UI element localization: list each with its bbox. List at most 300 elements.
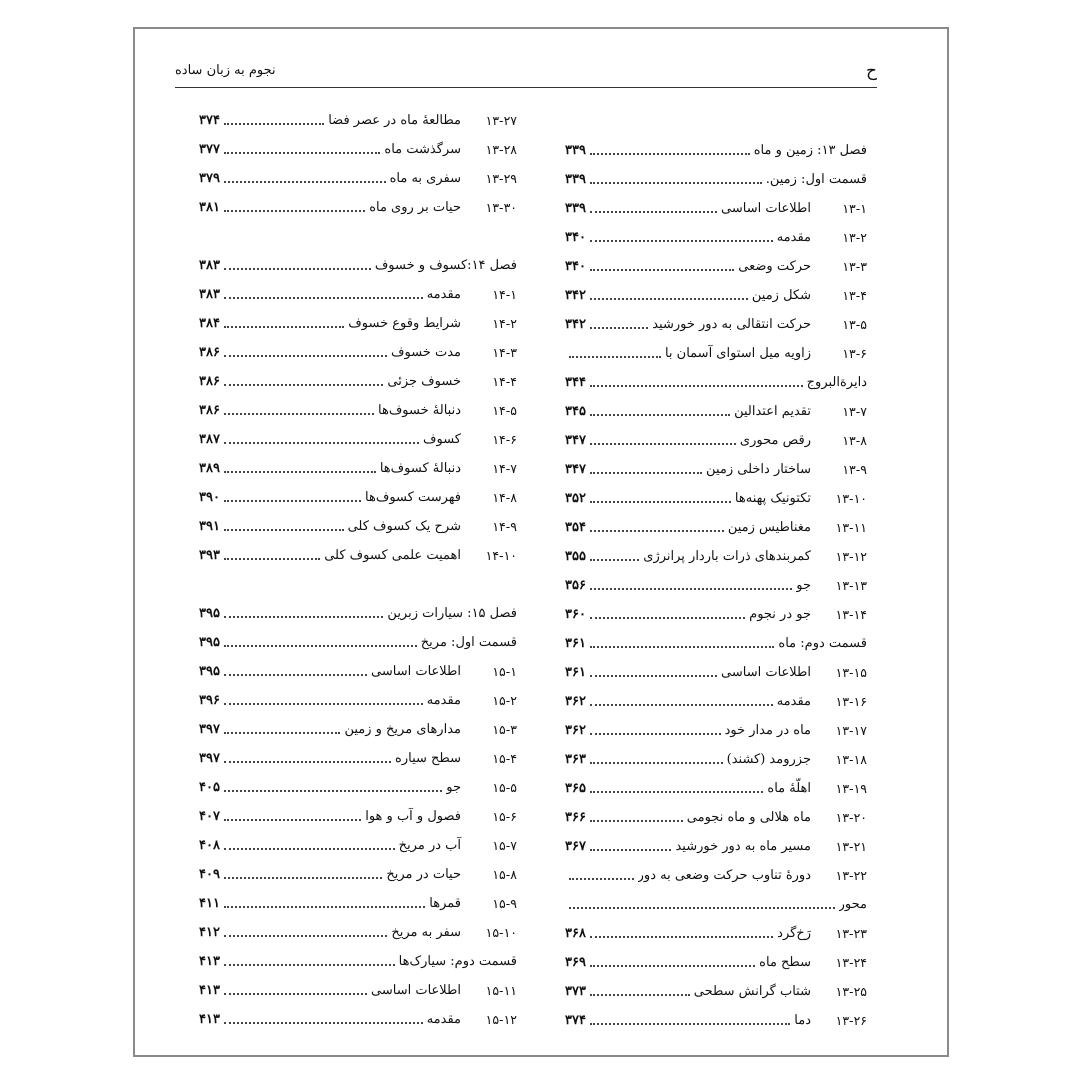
section-number: ۱۵-۶ bbox=[492, 809, 517, 824]
section-number: ۱۵-۵ bbox=[492, 780, 517, 795]
entry-title: مقدمه bbox=[776, 694, 811, 709]
entry-title: ماه هلالی و ماه نجومی bbox=[686, 810, 811, 825]
page-number: ۴۰۸ bbox=[199, 838, 220, 853]
page-number: ۳۴۷ bbox=[565, 462, 586, 477]
running-title: نجوم به زبان ساده bbox=[175, 63, 276, 78]
page-number: ۳۴۷ bbox=[565, 433, 586, 448]
section-number: ۱۳-۹ bbox=[842, 462, 867, 477]
page-number: ۳۹۵ bbox=[199, 635, 220, 650]
entry-title: جو در نجوم bbox=[749, 607, 811, 622]
page-number: ۳۴۰ bbox=[565, 259, 586, 274]
entry-title: مسیر ماه به دور خورشید bbox=[675, 839, 811, 854]
section-number: ۱۴-۳ bbox=[492, 345, 517, 360]
entry-title: رقص محوری bbox=[739, 433, 811, 448]
entry-title: حرکت وضعی bbox=[738, 259, 811, 274]
entry-title: خسوف جزئی bbox=[387, 374, 461, 389]
page-number: ۳۶۲ bbox=[565, 694, 586, 709]
toc-entry bbox=[565, 513, 867, 542]
toc-entry bbox=[199, 860, 517, 889]
toc-entry bbox=[565, 832, 867, 861]
section-heading: قسمت دوم: ماه bbox=[778, 636, 867, 651]
toc-entry bbox=[565, 600, 867, 629]
entry-title: شرح یک کسوف کلی bbox=[347, 519, 461, 534]
page-number: ۳۴۵ bbox=[565, 404, 586, 419]
page-number: ۳۴۲ bbox=[565, 288, 586, 303]
leader-dots bbox=[590, 820, 683, 822]
section-number: ۱۳-۵ bbox=[842, 317, 867, 332]
entry-title: مدارهای مریخ و زمین bbox=[344, 722, 461, 737]
section-heading: فصل ۱۴:کسوف و خسوف bbox=[374, 258, 517, 273]
entry-title: اطلاعات اساسی bbox=[721, 201, 811, 216]
page-number: ۳۹۷ bbox=[199, 722, 220, 737]
entry-title: جو bbox=[796, 578, 811, 593]
leader-dots bbox=[224, 732, 340, 734]
entry-title: ساختار داخلی زمین bbox=[706, 462, 811, 477]
toc-entry bbox=[565, 165, 867, 194]
page-number: ۳۶۵ bbox=[565, 781, 586, 796]
section-number: ۱۳-۲ bbox=[842, 230, 867, 245]
section-number: ۱۳-۳۰ bbox=[485, 200, 517, 215]
toc-entry bbox=[199, 802, 517, 831]
toc-entry bbox=[199, 657, 517, 686]
leader-dots bbox=[224, 529, 344, 531]
section-number: ۱۵-۱ bbox=[492, 664, 517, 679]
toc-entry bbox=[199, 425, 517, 454]
page-number: ۳۸۶ bbox=[199, 374, 220, 389]
leader-dots bbox=[590, 414, 730, 416]
leader-dots bbox=[224, 848, 395, 850]
entry-title: حیات در مریخ bbox=[386, 867, 461, 882]
leader-dots bbox=[224, 558, 320, 560]
section-number: ۱۵-۳ bbox=[492, 722, 517, 737]
toc-entry bbox=[199, 947, 517, 976]
toc-entry bbox=[199, 715, 517, 744]
section-number: ۱۳-۲۴ bbox=[835, 955, 867, 970]
section-number: ۱۵-۷ bbox=[492, 838, 517, 853]
page-number: ۴۰۹ bbox=[199, 867, 220, 882]
leader-dots bbox=[569, 356, 661, 358]
page-number: ۳۹۳ bbox=[199, 548, 220, 563]
leader-dots bbox=[224, 616, 383, 618]
page-number: ۳۸۹ bbox=[199, 461, 220, 476]
entry-title: سفر به مریخ bbox=[391, 925, 461, 940]
leader-dots bbox=[224, 355, 387, 357]
section-heading: فصل ۱۳: زمین و ماه bbox=[753, 143, 867, 158]
leader-dots bbox=[590, 182, 762, 184]
entry-title: حرکت انتقالی به دور خورشید bbox=[652, 317, 811, 332]
entry-title: سطح سیاره bbox=[395, 751, 461, 766]
leader-dots bbox=[224, 790, 442, 792]
page-number: ۴۱۲ bbox=[199, 925, 220, 940]
entry-title: آب در مریخ bbox=[398, 838, 461, 853]
book-page bbox=[133, 27, 949, 1057]
section-number: ۱۴-۸ bbox=[492, 490, 517, 505]
page-header bbox=[175, 59, 877, 88]
leader-dots bbox=[224, 819, 361, 821]
toc-entry bbox=[565, 687, 867, 716]
toc-entry bbox=[199, 483, 517, 512]
toc-entry bbox=[199, 744, 517, 773]
leader-dots bbox=[224, 877, 382, 879]
toc-entry bbox=[199, 106, 517, 135]
entry-title: مطالعهٔ ماه در عصر فضا bbox=[328, 113, 461, 128]
toc-entry bbox=[565, 310, 867, 339]
toc-entry bbox=[565, 861, 867, 890]
section-number: ۱۳-۱۰ bbox=[835, 491, 867, 506]
entry-title: تکتونیک پهنه‌ها bbox=[734, 491, 811, 506]
toc-entry bbox=[565, 774, 867, 803]
entry-title: مقدمه bbox=[426, 1012, 461, 1027]
section-number: ۱۳-۱ bbox=[842, 201, 867, 216]
page-number: ۳۸۷ bbox=[199, 432, 220, 447]
entry-title: مغناطیس زمین bbox=[727, 520, 811, 535]
leader-dots bbox=[590, 530, 724, 532]
section-number: ۱۳-۱۱ bbox=[835, 520, 867, 535]
entry-title: سطح ماه bbox=[759, 955, 811, 970]
leader-dots bbox=[224, 906, 425, 908]
page-number: ۳۷۴ bbox=[565, 1013, 586, 1028]
leader-dots bbox=[224, 500, 361, 502]
entry-title: مقدمه bbox=[426, 287, 461, 302]
toc-entry bbox=[199, 280, 517, 309]
page-number: ۳۹۰ bbox=[199, 490, 220, 505]
leader-dots bbox=[224, 384, 383, 386]
entry-title: رَخ‌گرد bbox=[777, 926, 811, 941]
toc-entry bbox=[565, 919, 867, 948]
section-heading: قسمت اول: زمین. bbox=[765, 172, 867, 187]
leader-dots bbox=[590, 588, 792, 590]
section-number: ۱۳-۲۹ bbox=[485, 171, 517, 186]
leader-dots bbox=[590, 791, 763, 793]
entry-title: حیات بر روی ماه bbox=[369, 200, 461, 215]
leader-dots bbox=[590, 443, 736, 445]
toc-entry bbox=[199, 164, 517, 193]
section-number: ۱۳-۳ bbox=[842, 259, 867, 274]
page-number: ۳۸۱ bbox=[199, 200, 220, 215]
leader-dots bbox=[224, 964, 395, 966]
leader-dots bbox=[224, 413, 374, 415]
page-number: ۳۹۶ bbox=[199, 693, 220, 708]
entry-title: اهمیت علمی کسوف کلی bbox=[324, 548, 461, 563]
entry-title: اطلاعات اساسی bbox=[721, 665, 811, 680]
spacer bbox=[199, 570, 517, 599]
leader-dots bbox=[224, 471, 376, 473]
toc-entry bbox=[565, 745, 867, 774]
leader-dots bbox=[590, 704, 773, 706]
leader-dots bbox=[224, 268, 371, 270]
leader-dots bbox=[224, 123, 324, 125]
leader-dots bbox=[590, 559, 639, 561]
toc-entry bbox=[199, 367, 517, 396]
page-number: ۳۶۶ bbox=[565, 810, 586, 825]
entry-title: تقدیم اعتدالین bbox=[734, 404, 811, 419]
toc-entry bbox=[199, 251, 517, 280]
section-number: ۱۳-۱۶ bbox=[835, 694, 867, 709]
toc-entry bbox=[199, 454, 517, 483]
page-number: ۳۵۲ bbox=[565, 491, 586, 506]
section-number: ۱۵-۹ bbox=[492, 896, 517, 911]
page-number: ۴۰۵ bbox=[199, 780, 220, 795]
page-number: ۳۶۱ bbox=[565, 636, 586, 651]
section-number: ۱۳-۱۴ bbox=[835, 607, 867, 622]
leader-dots bbox=[590, 472, 702, 474]
toc-entry bbox=[565, 252, 867, 281]
leader-dots bbox=[590, 269, 734, 271]
leader-dots bbox=[224, 993, 367, 995]
toc-entry bbox=[565, 223, 867, 252]
leader-dots bbox=[590, 994, 690, 996]
toc-entry bbox=[565, 339, 867, 368]
page-number: ۳۶۳ bbox=[565, 752, 586, 767]
page-number: ۳۸۴ bbox=[199, 316, 220, 331]
toc-entry bbox=[199, 773, 517, 802]
section-number: ۱۳-۱۵ bbox=[835, 665, 867, 680]
section-number: ۱۵-۴ bbox=[492, 751, 517, 766]
page-number: ۳۴۲ bbox=[565, 317, 586, 332]
section-heading: محور bbox=[838, 897, 867, 912]
page-number: ۴۱۳ bbox=[199, 1012, 220, 1027]
entry-title: جزرومد (کشند) bbox=[726, 752, 811, 767]
section-heading: قسمت اول: مریخ bbox=[420, 635, 517, 650]
leader-dots bbox=[224, 703, 423, 705]
leader-dots bbox=[590, 153, 750, 155]
leader-dots bbox=[224, 674, 367, 676]
entry-title: سرگذشت ماه bbox=[384, 142, 461, 157]
page-number: ۳۶۸ bbox=[565, 926, 586, 941]
section-number: ۱۳-۶ bbox=[842, 346, 867, 361]
entry-title: فصول و آب و هوا bbox=[365, 809, 461, 824]
leader-dots bbox=[590, 298, 748, 300]
leader-dots bbox=[590, 646, 774, 648]
page-number: ۳۳۹ bbox=[565, 172, 586, 187]
section-number: ۱۵-۲ bbox=[492, 693, 517, 708]
leader-dots bbox=[224, 326, 344, 328]
entry-title: دما bbox=[794, 1013, 811, 1028]
entry-title: مقدمه bbox=[776, 230, 811, 245]
section-number: ۱۴-۶ bbox=[492, 432, 517, 447]
leader-dots bbox=[224, 181, 386, 183]
section-number: ۱۳-۷ bbox=[842, 404, 867, 419]
spacer bbox=[199, 222, 517, 251]
page-number: ۴۱۱ bbox=[199, 896, 220, 911]
toc-entry bbox=[199, 396, 517, 425]
section-number: ۱۵-۱۲ bbox=[485, 1012, 517, 1027]
page-number: ۳۶۷ bbox=[565, 839, 586, 854]
entry-title: اهلّهٔ ماه bbox=[767, 781, 811, 796]
page-number: ۳۸۶ bbox=[199, 403, 220, 418]
leader-dots bbox=[224, 761, 391, 763]
page-number: ۳۴۴ bbox=[565, 375, 586, 390]
page-number: ۳۶۰ bbox=[565, 607, 586, 622]
toc-entry bbox=[565, 136, 867, 165]
section-number: ۱۴-۹ bbox=[492, 519, 517, 534]
toc-entry bbox=[199, 541, 517, 570]
entry-title: شرایط وقوع خسوف bbox=[348, 316, 461, 331]
entry-title: ماه در مدار خود bbox=[724, 723, 811, 738]
page-number: ۳۸۳ bbox=[199, 287, 220, 302]
section-number: ۱۵-۱۱ bbox=[485, 983, 517, 998]
section-number: ۱۳-۲۸ bbox=[485, 142, 517, 157]
section-number: ۱۳-۱۹ bbox=[835, 781, 867, 796]
entry-title: جو bbox=[446, 780, 461, 795]
toc-entry bbox=[565, 397, 867, 426]
page-number: ۳۳۹ bbox=[565, 143, 586, 158]
toc-entry bbox=[565, 194, 867, 223]
section-number: ۱۳-۲۳ bbox=[835, 926, 867, 941]
section-heading: قسمت دوم: سیارک‌ها bbox=[398, 954, 517, 969]
toc-entry bbox=[199, 1005, 517, 1034]
entry-title: شتاب گرانش سطحی bbox=[693, 984, 811, 999]
toc-entry bbox=[199, 338, 517, 367]
leader-dots bbox=[590, 675, 717, 677]
section-number: ۱۳-۲۷ bbox=[485, 113, 517, 128]
entry-title: دنبالهٔ خسوف‌ها bbox=[378, 403, 461, 418]
section-number: ۱۴-۵ bbox=[492, 403, 517, 418]
toc-entry bbox=[565, 629, 867, 658]
leader-dots bbox=[224, 152, 380, 154]
section-number: ۱۵-۸ bbox=[492, 867, 517, 882]
section-heading: دایرةالبروج bbox=[806, 375, 867, 390]
toc-entry bbox=[565, 948, 867, 977]
toc-entry bbox=[565, 484, 867, 513]
entry-title: سفری به ماه bbox=[389, 171, 461, 186]
toc-entry bbox=[565, 890, 867, 919]
page-number: ۳۹۱ bbox=[199, 519, 220, 534]
page-number: ۳۷۹ bbox=[199, 171, 220, 186]
entry-title: اطلاعات اساسی bbox=[371, 664, 461, 679]
section-number: ۱۴-۱۰ bbox=[485, 548, 517, 563]
leader-dots bbox=[590, 385, 803, 387]
leader-dots bbox=[224, 442, 419, 444]
page-number: ۴۱۳ bbox=[199, 983, 220, 998]
toc-entry bbox=[565, 1006, 867, 1035]
entry-title: زاویه میل استوای آسمان با bbox=[664, 346, 811, 361]
page-number: ۳۶۲ bbox=[565, 723, 586, 738]
page-number: ۳۴۰ bbox=[565, 230, 586, 245]
leader-dots bbox=[590, 327, 648, 329]
section-number: ۱۳-۲۰ bbox=[835, 810, 867, 825]
entry-title: دنبالهٔ کسوف‌ها bbox=[379, 461, 461, 476]
section-number: ۱۳-۸ bbox=[842, 433, 867, 448]
leader-dots bbox=[590, 733, 721, 735]
leader-dots bbox=[590, 617, 745, 619]
leader-dots bbox=[224, 297, 423, 299]
toc-entry bbox=[199, 976, 517, 1005]
toc-entry bbox=[565, 716, 867, 745]
page-number: ۳۹۵ bbox=[199, 664, 220, 679]
page-number: ۴۰۷ bbox=[199, 809, 220, 824]
leader-dots bbox=[590, 849, 672, 851]
toc-entry bbox=[565, 426, 867, 455]
page-letter: ح bbox=[866, 61, 877, 81]
toc-column-right bbox=[565, 136, 867, 1035]
section-number: ۱۴-۷ bbox=[492, 461, 517, 476]
page-number: ۳۸۳ bbox=[199, 258, 220, 273]
section-number: ۱۳-۲۶ bbox=[835, 1013, 867, 1028]
toc-entry bbox=[199, 599, 517, 628]
page-number: ۳۶۱ bbox=[565, 665, 586, 680]
entry-title: قمرها bbox=[429, 896, 461, 911]
section-number: ۱۴-۱ bbox=[492, 287, 517, 302]
section-number: ۱۳-۲۲ bbox=[835, 868, 867, 883]
leader-dots bbox=[590, 1023, 790, 1025]
leader-dots bbox=[590, 965, 755, 967]
leader-dots bbox=[590, 501, 731, 503]
leader-dots bbox=[590, 211, 717, 213]
toc-entry bbox=[565, 803, 867, 832]
toc-entry bbox=[565, 368, 867, 397]
section-number: ۱۴-۴ bbox=[492, 374, 517, 389]
page-number: ۳۸۶ bbox=[199, 345, 220, 360]
entry-title: کمربندهای ذرات باردار پرانرژی bbox=[643, 549, 811, 564]
page-number: ۳۹۷ bbox=[199, 751, 220, 766]
toc-entry bbox=[199, 309, 517, 338]
leader-dots bbox=[224, 645, 417, 647]
toc-entry bbox=[565, 658, 867, 687]
toc-entry bbox=[565, 281, 867, 310]
toc-entry bbox=[199, 628, 517, 657]
page-number: ۳۷۳ bbox=[565, 984, 586, 999]
page-number: ۳۳۹ bbox=[565, 201, 586, 216]
toc-entry bbox=[565, 542, 867, 571]
section-number: ۱۳-۱۲ bbox=[835, 549, 867, 564]
page-number: ۴۱۳ bbox=[199, 954, 220, 969]
page-number: ۳۵۴ bbox=[565, 520, 586, 535]
entry-title: اطلاعات اساسی bbox=[371, 983, 461, 998]
section-number: ۱۳-۱۷ bbox=[835, 723, 867, 738]
section-number: ۱۳-۲۱ bbox=[835, 839, 867, 854]
leader-dots bbox=[590, 936, 773, 938]
leader-dots bbox=[569, 907, 835, 909]
toc-entry bbox=[199, 686, 517, 715]
leader-dots bbox=[590, 762, 723, 764]
page-number: ۳۷۷ bbox=[199, 142, 220, 157]
section-heading: فصل ۱۵: سیارات زبرین bbox=[387, 606, 517, 621]
toc-entry bbox=[199, 135, 517, 164]
section-number: ۱۴-۲ bbox=[492, 316, 517, 331]
section-number: ۱۳-۱۳ bbox=[835, 578, 867, 593]
section-number: ۱۵-۱۰ bbox=[485, 925, 517, 940]
section-number: ۱۳-۲۵ bbox=[835, 984, 867, 999]
toc-column-left bbox=[199, 106, 517, 1034]
entry-title: شکل زمین bbox=[751, 288, 811, 303]
section-number: ۱۳-۱۸ bbox=[835, 752, 867, 767]
leader-dots bbox=[224, 935, 387, 937]
entry-title: کسوف bbox=[423, 432, 461, 447]
entry-title: دورهٔ تناوب حرکت وضعی به دور bbox=[637, 868, 811, 883]
page-number: ۳۹۵ bbox=[199, 606, 220, 621]
section-number: ۱۳-۴ bbox=[842, 288, 867, 303]
page-number: ۳۵۶ bbox=[565, 578, 586, 593]
toc-entry bbox=[199, 889, 517, 918]
leader-dots bbox=[590, 240, 773, 242]
entry-title: فهرست کسوف‌ها bbox=[365, 490, 461, 505]
toc-entry bbox=[565, 571, 867, 600]
toc-entry bbox=[199, 918, 517, 947]
page-number: ۳۷۴ bbox=[199, 113, 220, 128]
toc-entry bbox=[199, 831, 517, 860]
toc-entry bbox=[199, 193, 517, 222]
leader-dots bbox=[224, 210, 365, 212]
leader-dots bbox=[224, 1022, 423, 1024]
page-number: ۳۵۵ bbox=[565, 549, 586, 564]
toc-entry bbox=[565, 977, 867, 1006]
toc-entry bbox=[565, 455, 867, 484]
entry-title: مقدمه bbox=[426, 693, 461, 708]
leader-dots bbox=[569, 878, 634, 880]
toc-entry bbox=[199, 512, 517, 541]
page-number: ۳۶۹ bbox=[565, 955, 586, 970]
